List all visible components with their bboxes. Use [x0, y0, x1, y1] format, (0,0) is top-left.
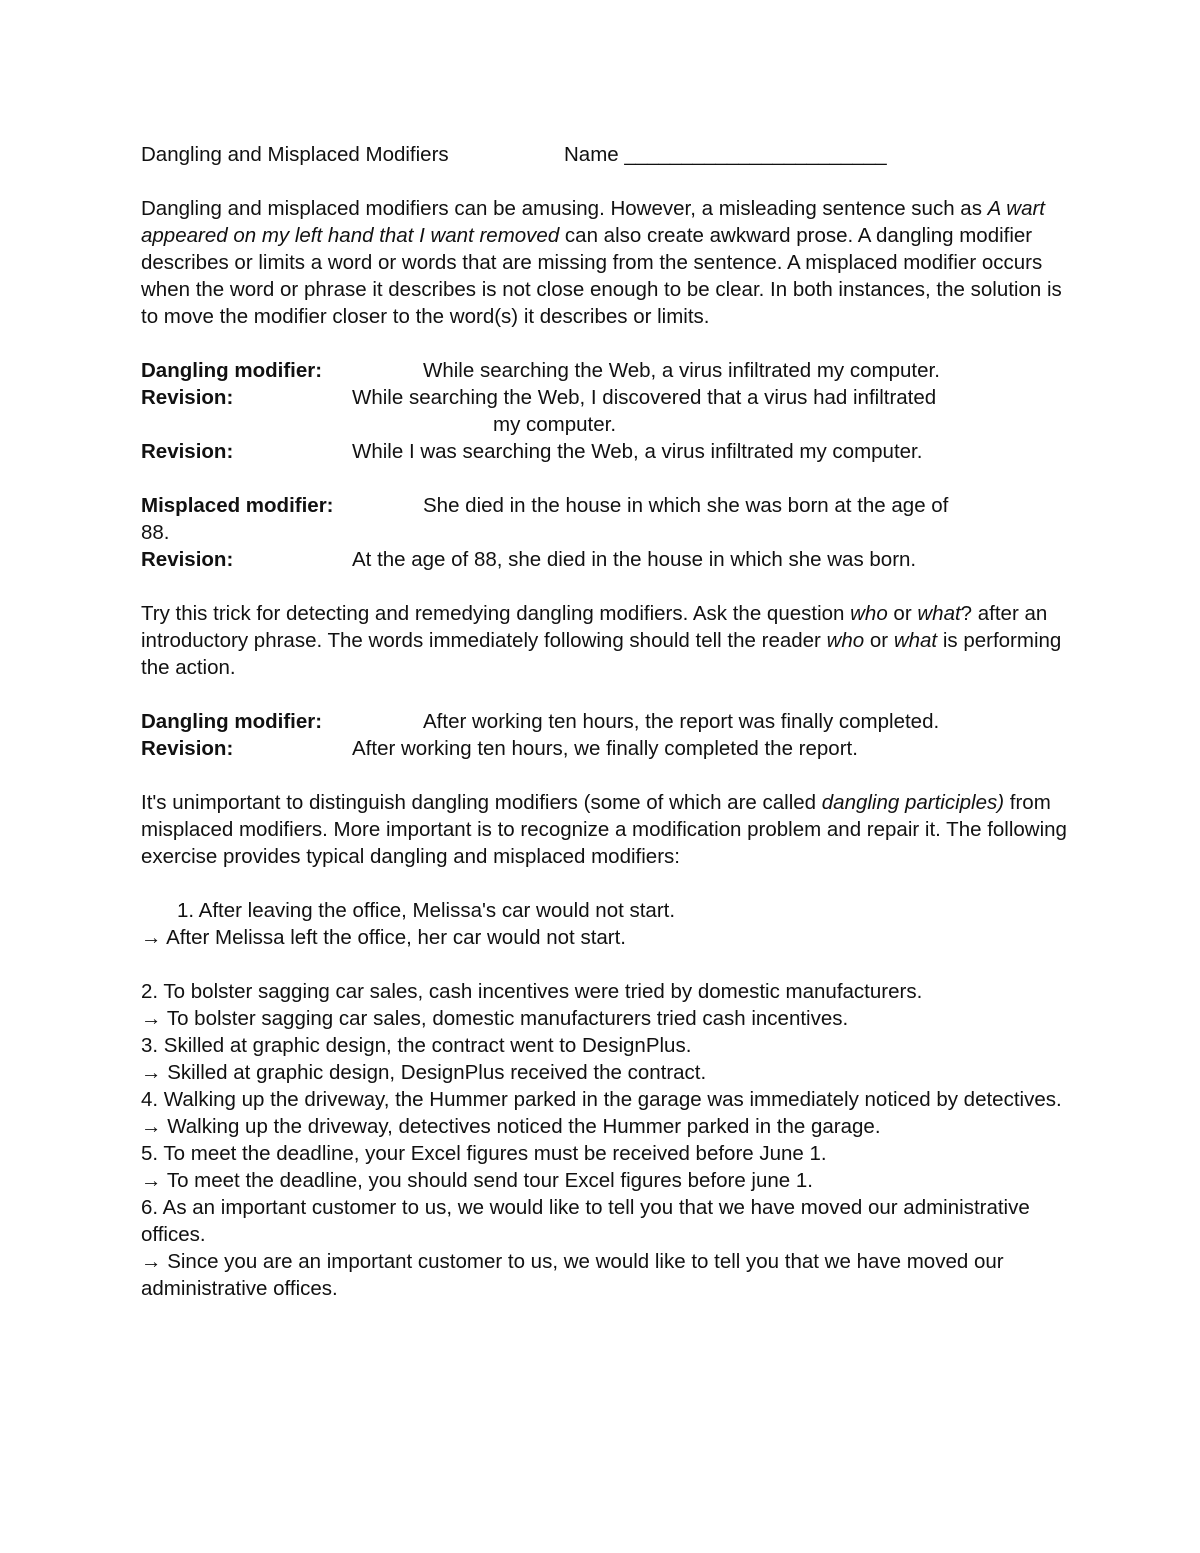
document-body [141, 141, 1071, 1302]
dangling-text: While searching the Web, a virus infiltrated my computer. [423, 359, 940, 382]
exercise-question: 6. As an important customer to us, we would like to tell you that we have moved our administrative offices. [141, 1196, 1030, 1246]
example-dangling-1 [141, 357, 1071, 465]
exercise-question: 4. Walking up the driveway, the Hummer parked in the garage was immediately noticed by detectives. [141, 1088, 1062, 1111]
revision-text: After working ten hours, we finally completed the report. [352, 737, 858, 760]
misplaced-text-cont: 88. [141, 521, 170, 544]
exercise-question: 3. Skilled at graphic design, the contract went to DesignPlus. [141, 1034, 692, 1057]
revision-text-cont: my computer. [493, 413, 617, 436]
page-title: Dangling and Misplaced Modifiers [141, 143, 449, 166]
name-field [564, 141, 887, 168]
intro-example: A wart appeared on my left hand that I want removed [141, 197, 1045, 247]
exercise-list [141, 897, 1071, 1302]
revision-text: While searching the Web, I discovered that a virus had infiltrated [352, 386, 937, 409]
trick-paragraph: Try this trick for detecting and remedying dangling modifiers. Ask the question who or what? after an introductory phrase. The words immediately following should tell the reader who or what is performing the action. [141, 602, 1062, 679]
intro-paragraph: Dangling and misplaced modifiers can be amusing. However, a misleading sentence such as A wart appeared on my left hand that I want removed can also create awkward prose. A dangling modifier describes or limits a word or words that are missing from the sentence. A misplaced modifier occurs when the word or phrase it describes is not close enough to be clear. In both instances, the solution is to move the modifier closer to the word(s) it describes or limits. [141, 197, 1062, 328]
revision-text: At the age of 88, she died in the house in which she was born. [352, 548, 917, 571]
header-line [141, 141, 1071, 168]
exercise-answer: → After Melissa left the office, her car would not start. [141, 926, 627, 949]
exercise-answer: → To meet the deadline, you should send tour Excel figures before june 1. [141, 1169, 813, 1192]
exercise-question: 2. To bolster sagging car sales, cash incentives were tried by domestic manufacturers. [141, 980, 923, 1003]
revision-text: While I was searching the Web, a virus infiltrated my computer. [352, 440, 923, 463]
revision-label: Revision: [141, 737, 234, 760]
distinguish-paragraph: It's unimportant to distinguish dangling modifiers (some of which are called dangling participles) from misplaced modifiers. More important is to recognize a modification problem and repair it. The following exercise provides typical dangling and misplaced modifiers: [141, 791, 1067, 868]
exercise-answer: → Since you are an important customer to us, we would like to tell you that we have moved our administrative offices. [141, 1250, 1004, 1300]
dangling-label: Dangling modifier: [141, 359, 323, 382]
exercise-question: 5. To meet the deadline, your Excel figures must be received before June 1. [141, 1142, 827, 1165]
revision-label: Revision: [141, 440, 234, 463]
misplaced-label: Misplaced modifier: [141, 494, 334, 517]
revision-label: Revision: [141, 386, 234, 409]
misplaced-text: She died in the house in which she was born at the age of [423, 494, 949, 517]
example-dangling-2 [141, 708, 1071, 762]
exercise-answer: → Skilled at graphic design, DesignPlus received the contract. [141, 1061, 707, 1084]
name-label: Name [564, 143, 619, 166]
name-blank: _______________________ [624, 143, 887, 166]
exercise-answer: → To bolster sagging car sales, domestic manufacturers tried cash incentives. [141, 1007, 849, 1030]
example-misplaced [141, 492, 1071, 573]
dangling-text: After working ten hours, the report was finally completed. [423, 710, 940, 733]
dangling-label: Dangling modifier: [141, 710, 323, 733]
exercise-answer: → Walking up the driveway, detectives noticed the Hummer parked in the garage. [141, 1115, 881, 1138]
revision-label: Revision: [141, 548, 234, 571]
exercise-question: 1. After leaving the office, Melissa's car would not start. [177, 899, 676, 922]
